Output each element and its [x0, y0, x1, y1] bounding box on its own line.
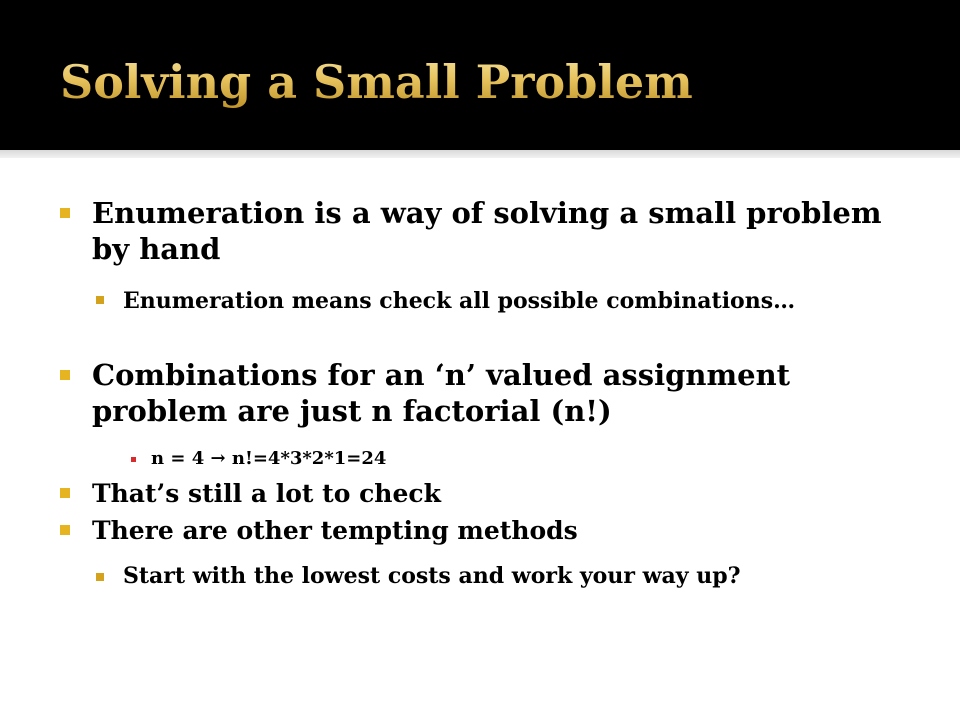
square-bullet-icon: [60, 525, 70, 535]
arrow-right-icon: →: [210, 448, 226, 469]
bullet-item: Enumeration is a way of solving a small problem by hand: [92, 196, 882, 266]
square-bullet-icon: [60, 208, 70, 218]
sub-bullet-item: Start with the lowest costs and work your way up?: [123, 563, 741, 589]
square-bullet-icon: [96, 296, 104, 304]
formula-text-before: n = 4: [151, 448, 211, 469]
sub-bullet-item: Enumeration means check all possible combinations…: [123, 288, 796, 314]
sub-sub-bullet-item: [151, 447, 891, 471]
square-bullet-icon: [60, 488, 70, 498]
bullet-item: That’s still a lot to check: [92, 479, 441, 508]
bullet-item: Combinations for an ‘n’ valued assignment problem are just n factorial (n!): [92, 358, 791, 428]
square-bullet-icon: [96, 573, 104, 581]
formula-text-after: n!=4*3*2*1=24: [225, 448, 387, 469]
slide-title: Solving a Small Problem: [60, 50, 940, 114]
bullet-item: There are other tempting methods: [92, 516, 578, 545]
square-bullet-icon: [60, 370, 70, 380]
small-square-bullet-icon: [131, 457, 136, 462]
